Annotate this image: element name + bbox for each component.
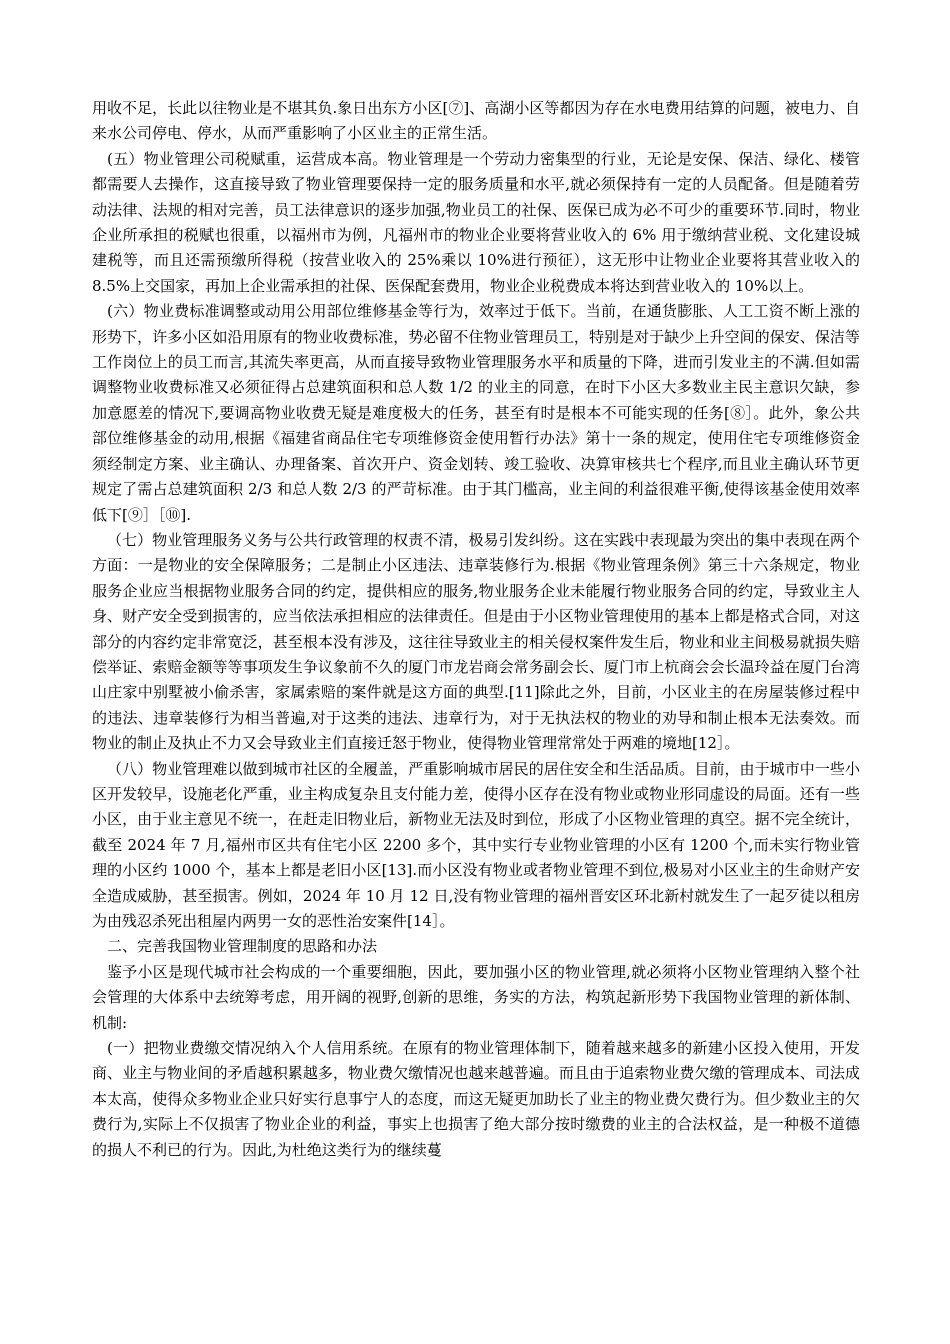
paragraph-section-6: (六）物业费标准调整或动用公用部位维修基金等行为，效率过于低下。当前，在通货膨胀、人工工资不断上涨的形势下，许多小区如沿用原有的物业收费标准，势必留不住物业管理员工，特别是对于缺少上升空间的保安、保洁等工作岗位上的员工而言,其流失率更高，从而直接导致物业管理服务水平和质量的下降，进而引发业主的不满.但如需调整物业收费标准又必须征得占总建筑面积和总人数 1/2 的业主的同意，在时下小区大多数业主民主意识欠缺，参加意愿差的情况下,要调高物业收费无疑是难度极大的任务，甚至有时是根本不可能实现的任务[⑧］。此外，象公共部位维修基金的动用,根据《福建省商品住宅专项维修资金使用暂行办法》第十一条的规定，使用住宅专项维修资金须经制定方案、业主确认、办理备案、首次开户、资金划转、竣工验收、决算审核共七个程序,而且业主确认环节更规定了需占总建筑面积 2/3 和总人数 2/3 的严苛标准。由于其门槛高，业主间的利益很难平衡,使得该基金使用效率低下[⑨］［⑩]. <box>92 302 860 524</box>
paragraph-measure-1: (一）把物业费缴交情况纳入个人信用系统。在原有的物业管理体制下，随着越来越多的新建小区投入使用，开发商、业主与物业间的矛盾越积累越多，物业费欠缴情况也越来越普遍。而且由于追索物业费欠缴的管理成本、司法成本太高，使得众多物业企业只好实行息事宁人的态度，而这无疑更加助长了业主的物业费欠费行为。但少数业主的欠费行为,实际上不仅损害了物业企业的利益，事实上也损害了绝大部分按时缴费的业主的合法权益，是一种极不道德的损人不利已的行为。因此,为杜绝这类行为的继续蔓 <box>92 1039 860 1159</box>
document-body <box>92 96 860 1163</box>
section-heading: 二、完善我国物业管理制度的思路和办法 <box>107 937 378 956</box>
paragraph-continuation: 用收不足，长此以往物业是不堪其负.象日出东方小区[⑦]、高湖小区等都因为存在水电费用结算的问题，被电力、自来水公司停电、停水，从而严重影响了小区业主的正常生活。 <box>92 99 860 143</box>
paragraph-section-5: (五）物业管理公司税赋重，运营成本高。物业管理是一个劳动力密集型的行业，无论是安保、保洁、绿化、楼管都需要人去操作，这直接导致了物业管理要保持一定的服务质量和水平,就必须保持有一定的人员配备。但是随着劳动法律、法规的相对完善，员工法律意识的逐步加强,物业员工的社保、医保已成为必不可少的重要环节.同时，物业企业所承担的税赋也很重，以福州市为例，凡福州市的物业企业要将营业收入的 6% 用于缴纳营业税、文化建设城建税等，而且还需预缴所得税（按营业收入的 25%乘以 10%进行预征），这无形中让物业企业要将其营业收入的 8.5%上交国家，再加上企业需承担的社保、医保配套费用，物业企业税费成本将达到营业收入的 10%以上。 <box>92 149 860 295</box>
paragraph-section-8: （八）物业管理难以做到城市社区的全履盖，严重影响城市居民的居住安全和生活品质。目前，由于城市中一些小区开发较早，设施老化严重，业主构成复杂且支付能力差，使得小区存在没有物业或物业形同虚设的局面。还有一些小区，由于业主意见不统一，在赶走旧物业后，新物业无法及时到位，形成了小区物业管理的真空。据不完全统计，截至 2024 年 7 月,福州市区共有住宅小区 2200 多个，其中实行专业物业管理的小区有 1200 个,而未实行物业管理的小区约 1000 个，基本上都是老旧小区[13].而小区没有物业或者物业管理不到位,极易对小区业主的生命财产安全造成威胁，甚至损害。例如，2024 年 10 月 12 日,没有物业管理的福州晋安区环北新村就发生了一起歹徒以租房为由残忍杀死出租屋内两男一女的恶性治安案件[14］。 <box>92 759 860 930</box>
paragraph-section-7: （七）物业管理服务义务与公共行政管理的权责不清，极易引发纠纷。这在实践中表现最为突出的集中表现在两个方面：一是物业的安全保障服务；二是制止小区违法、违章装修行为.根据《物业管理条例》第三十六条规定，物业服务企业应当根据物业服务合同的约定，提供相应的服务,物业服务企业未能履行物业服务合同的约定，导致业主人身、财产安全受到损害的，应当依法承担相应的法律责任。但是由于小区物业管理使用的基本上都是格式合同，对这部分的内容约定非常宽泛，甚至根本没有涉及，这往往导致业主的相关侵权案件发生后，物业和业主间极易就损失赔偿举证、索赔金额等等事项发生争议象前不久的厦门市龙岩商会常务副会长、厦门市上杭商会会长温玲益在厦门台湾山庄家中别墅被小偷杀害，家属索赔的案件就是这方面的典型.[11]除此之外，目前，小区业主的在房屋装修过程中的违法、违章装修行为相当普遍,对于这类的违法、违章行为，对于无执法权的物业的劝导和制止根本无法奏效。而物业的制止及执止不力又会导致业主们直接迁怒于物业，使得物业管理常常处于两难的境地[12］。 <box>92 530 860 753</box>
paragraph-intro: 鉴予小区是现代城市社会构成的一个重要细胞，因此，要加强小区的物业管理,就必须将小区物业管理纳入整个社会管理的大体系中去统筹考虑，用开阔的视野,创新的思维，务实的方法，构筑起新形势下我国物业管理的新体制、机制: <box>92 962 860 1032</box>
